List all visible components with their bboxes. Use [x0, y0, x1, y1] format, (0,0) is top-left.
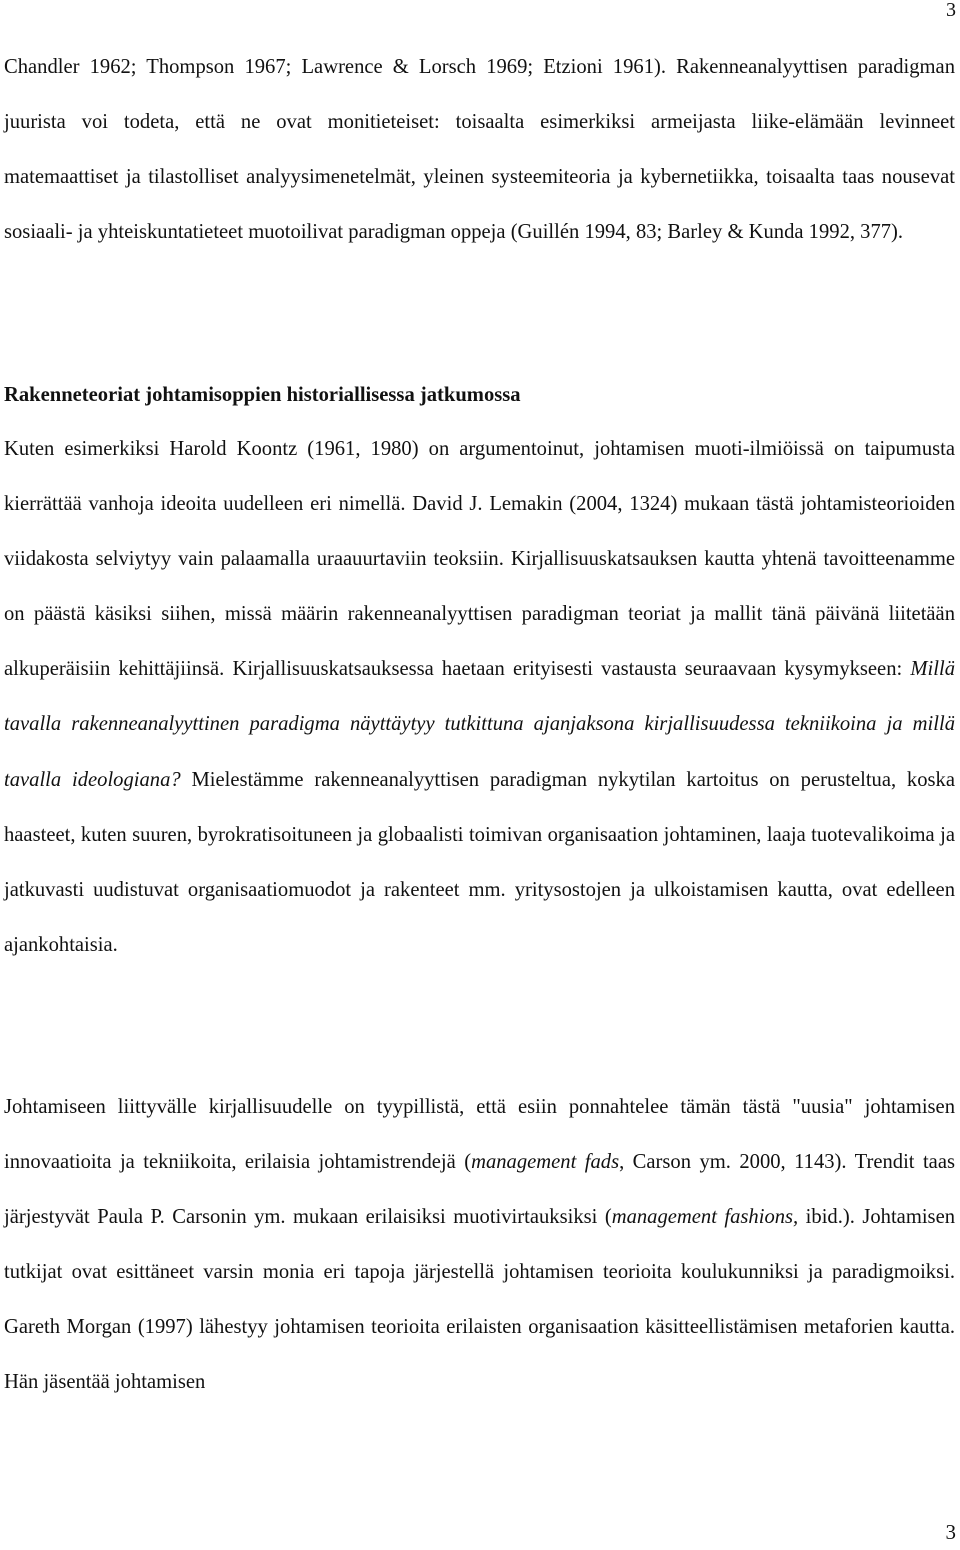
- page-number-bottom: 3: [945, 1520, 956, 1544]
- paragraph-text: Mielestämme rakenneanalyyttisen paradigman nykytilan kartoitus on perusteltua, koska haasteet, kuten suuren, byrokratisoituneen ja globaalisti toimivan organisaation johtaminen, laaja tuotevalikoima ja jatkuvasti uudistuvat organisaatiomuodot ja rakenteet mm. yritysostojen ja ulkoistamisen kautta, ovat edelleen ajankohtaisia.: [4, 768, 955, 956]
- paragraph-management-trends: [4, 1080, 955, 1411]
- paragraph-intro: Chandler 1962; Thompson 1967; Lawrence & Lorsch 1969; Etzioni 1961). Rakenneanalyyttisen paradigman juurista voi todeta, että ne ovat monitieteiset: toisaalta esimerkiksi armeijasta liike-elämään levinneet matemaattiset ja tilastolliset analyysimenetelmät, yleinen systeemiteoria ja kybernetiikka, toisaalta taas nousevat sosiaali- ja yhteiskuntatieteet muotoilivat paradigman oppeja (Guillén 1994, 83; Barley & Kunda 1992, 377).: [4, 56, 955, 244]
- section-heading: Rakenneteoriat johtamisoppien historiallisessa jatkumossa: [4, 384, 521, 406]
- page-number-top: 3: [946, 0, 956, 21]
- paragraph-text: Kuten esimerkiksi Harold Koontz (1961, 1980) on argumentoinut, johtamisen muoti-ilmiöissä on taipumusta kierrättää vanhoja ideoita uudelleen eri nimellä. David J. Lemakin (2004, 1324) mukaan tästä johtamisteorioiden viidakosta selviytyy vain palaamalla uraauurtaviin teoksiin. Kirjallisuuskatsauksen kautta yhtenä tavoitteenamme on päästä käsiksi siihen, missä määrin rakenneanalyyttisen paradigman teoriat ja mallit tänä päivänä liitetään alkuperäisiin kehittäjiinsä. Kirjallisuuskatsauksessa haetaan erityisesti vastausta seuraavaan kysymykseen:: [4, 438, 955, 681]
- paragraph-research-question: [4, 422, 955, 973]
- research-question-italic: Millä tavalla rakenneanalyyttinen paradigma näyttäytyy tutkittuna ajanjaksona kirjallisuudessa tekniikoina ja millä tavalla ideologiana?: [4, 658, 955, 791]
- term-management-fads: management fads: [471, 1151, 620, 1174]
- paragraph-text: Johtamiseen liittyvälle kirjallisuudelle on tyypillistä, että esiin ponnahtelee tämän tästä "uusia" johtamisen innovaatioita ja tekniikoita, erilaisia johtamistrendejä (: [4, 1096, 955, 1174]
- term-management-fashions: management fashions,: [611, 1206, 799, 1229]
- paragraph-text: ibid.). Johtamisen tutkijat ovat esittäneet varsin monia eri tapoja järjestellä johtamisen teorioita koulukunniksi ja paradigmoiksi. Gareth Morgan (1997) lähestyy johtamisen teorioita erilaisten organisaation käsitteellistämisen metaforien kautta. Hän jäsentää johtamisen: [4, 1206, 956, 1394]
- paragraph-text: , Carson ym. 2000, 1143). Trendit taas järjestyvät Paula P. Carsonin ym. mukaan erilaisiksi muotivirtauksiksi (: [4, 1151, 955, 1229]
